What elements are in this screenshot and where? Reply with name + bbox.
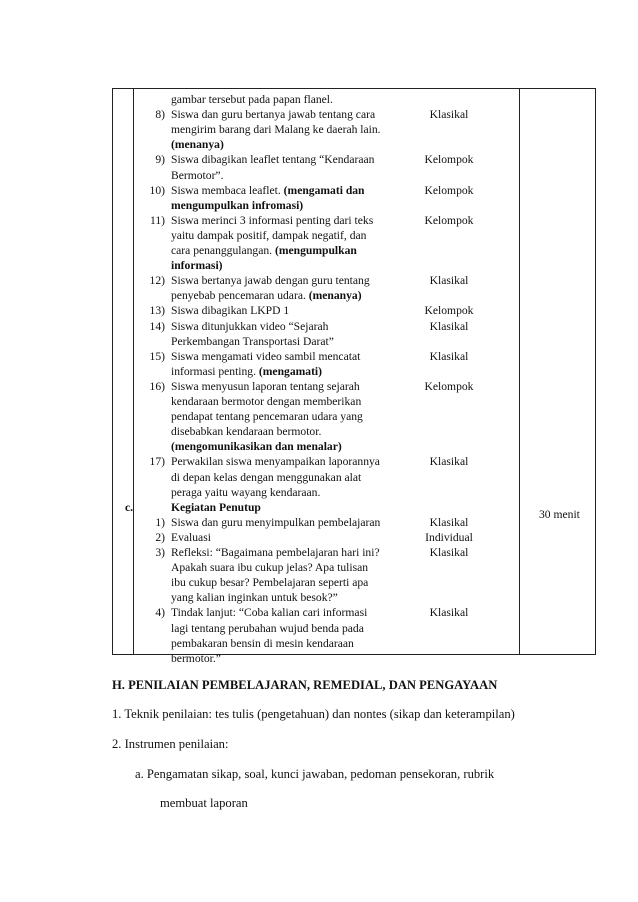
- list-item-instrument: 2. Instrumen penilaian:: [112, 737, 229, 751]
- row-text: gambar tersebut pada papan flanel.: [171, 93, 333, 106]
- row-text: mengirim barang dari Malang ke daerah lain.: [171, 123, 381, 137]
- activity-table: [112, 88, 596, 665]
- row-method: Klasikal: [429, 455, 469, 469]
- row-number: 4): [155, 606, 165, 620]
- sub-item-a: a. Pengamatan sikap, soal, kunci jawaban, pedoman pensekoran, rubrik: [135, 767, 495, 781]
- table-column-divider: [133, 89, 134, 654]
- row-text: Siswa dan guru bertanya jawab tentang cara: [171, 108, 376, 122]
- row-text: informasi): [171, 259, 223, 273]
- section-heading: H. PENILAIAN PEMBELAJARAN, REMEDIAL, DAN PENGAYAAN: [112, 678, 498, 692]
- row-number: 17): [149, 455, 165, 469]
- row-number: 16): [149, 379, 165, 393]
- row-text: pendapat tentang pencemaran udara yang: [171, 410, 363, 424]
- row-text: penyebab pencemaran udara. (menanya): [171, 289, 362, 303]
- row-text: Siswa dan guru menyimpulkan pembelajaran: [171, 515, 381, 529]
- row-text: Perwakilan siswa menyampaikan laporannya: [171, 455, 380, 469]
- row-method: Klasikal: [429, 274, 469, 288]
- time-allocation: 30 menit: [539, 508, 580, 521]
- row-text: yang kalian inginkan untuk besok?”: [171, 591, 338, 605]
- row-text: Siswa dibagikan LKPD 1: [171, 304, 290, 318]
- row-text: lagi tentang perubahan wujud benda pada: [171, 621, 364, 635]
- row-number: c.: [125, 500, 134, 514]
- row-text: Siswa ditunjukkan video “Sejarah: [171, 319, 329, 333]
- row-number: 15): [149, 349, 165, 363]
- row-text: bermotor.”: [171, 651, 221, 665]
- row-text: Siswa merinci 3 informasi penting dari teks: [171, 213, 374, 227]
- row-text: peraga yaitu wayang kendaraan.: [171, 485, 321, 499]
- row-method: Kelompok: [424, 153, 474, 167]
- row-text: Bermotor”.: [171, 168, 224, 182]
- row-number: 3): [155, 546, 165, 559]
- row-text: kendaraan bermotor dengan memberikan: [171, 395, 362, 408]
- row-text: di depan kelas dengan menggunakan alat: [171, 470, 362, 484]
- row-method: Klasikal: [429, 319, 469, 333]
- row-number: 2): [155, 530, 165, 544]
- row-text: Tindak lanjut: “Coba kalian cari informasi: [171, 606, 368, 620]
- row-text: yaitu dampak positif, dampak negatif, dan: [171, 228, 367, 242]
- row-number: 10): [149, 183, 165, 197]
- row-method: Klasikal: [429, 546, 469, 559]
- row-text: Perkembangan Transportasi Darat”: [171, 334, 334, 348]
- row-text: Siswa bertanya jawab dengan guru tentang: [171, 274, 370, 288]
- row-text: Siswa mengamati video sambil mencatat: [171, 349, 361, 363]
- table-column-divider: [519, 89, 520, 654]
- row-text: Siswa dibagikan leaflet tentang “Kendaraan: [171, 153, 375, 167]
- row-number: 12): [149, 274, 165, 288]
- row-number: 8): [155, 108, 165, 122]
- list-item-technique: 1. Teknik penilaian: tes tulis (pengetahuan) dan nontes (sikap dan keterampilan): [112, 707, 515, 721]
- row-text: (menanya): [171, 138, 224, 152]
- row-method: Klasikal: [429, 108, 469, 122]
- sub-item-a-continued: membuat laporan: [160, 796, 248, 810]
- row-text: informasi penting. (mengamati): [171, 364, 323, 378]
- row-number: 13): [149, 304, 165, 318]
- row-text: Kegiatan Penutup: [171, 500, 261, 514]
- row-text: Evaluasi: [171, 530, 211, 544]
- row-method: Kelompok: [424, 213, 474, 227]
- row-text: (mengomunikasikan dan menalar): [171, 440, 342, 454]
- row-number: 9): [155, 153, 165, 167]
- row-text: Apakah suara ibu cukup jelas? Apa tulisan: [171, 561, 369, 575]
- row-method: Kelompok: [424, 183, 474, 197]
- row-method: Kelompok: [424, 379, 474, 393]
- row-text: Refleksi: “Bagaimana pembelajaran hari ini?: [171, 546, 380, 559]
- row-text: Siswa membaca leaflet. (mengamati dan: [171, 183, 365, 197]
- row-text: Siswa menyusun laporan tentang sejarah: [171, 379, 360, 393]
- row-method: Klasikal: [429, 349, 469, 363]
- row-method: Individual: [425, 530, 473, 544]
- row-text: cara penanggulangan. (mengumpulkan: [171, 244, 357, 257]
- row-text: mengumpulkan infromasi): [171, 198, 304, 212]
- row-number: 14): [149, 319, 165, 333]
- row-text: ibu cukup besar? Pembelajaran seperti apa: [171, 576, 369, 590]
- row-text: disebabkan kendaraan bermotor.: [171, 425, 322, 439]
- row-number: 1): [155, 515, 165, 529]
- row-method: Klasikal: [429, 515, 469, 529]
- row-number: 11): [149, 213, 165, 227]
- row-text: pembakaran bensin di mesin kendaraan: [171, 636, 354, 650]
- row-method: Kelompok: [424, 304, 474, 318]
- row-method: Klasikal: [429, 606, 469, 620]
